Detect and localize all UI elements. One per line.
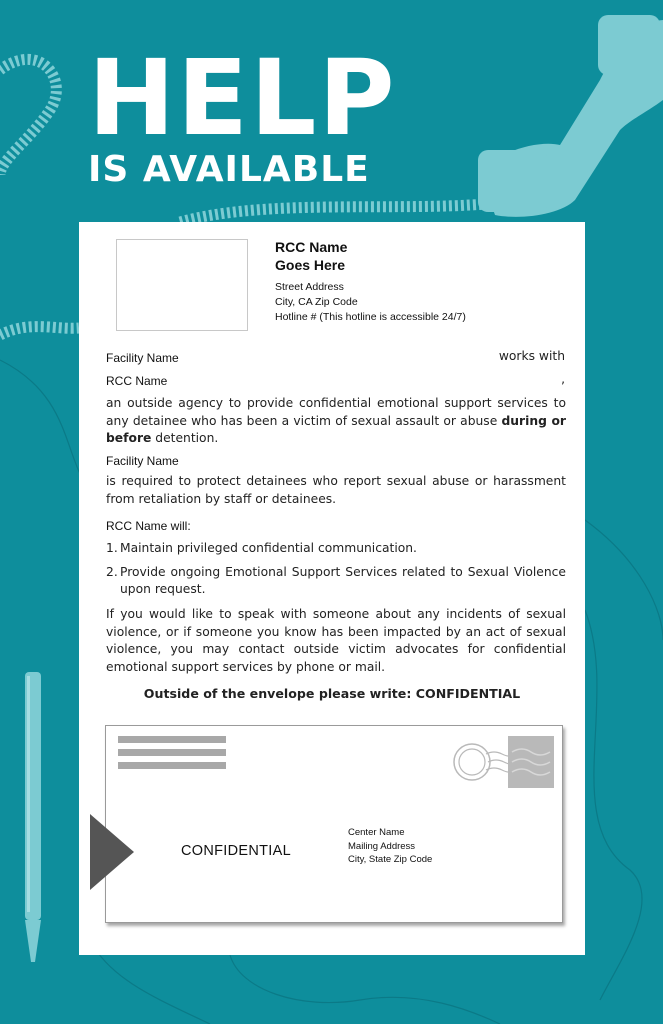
paragraph-agency-end: detention.	[151, 431, 219, 445]
phone-handset-icon	[478, 15, 663, 217]
envelope-return-line	[118, 762, 226, 769]
center-address	[275, 280, 466, 325]
arrow-marker-icon	[90, 814, 134, 890]
center-city: City, CA Zip Code	[275, 296, 358, 308]
postmark-icon	[452, 740, 512, 784]
rcc-will-label: RCC Name will:	[106, 519, 191, 533]
envelope-return-line	[118, 736, 226, 743]
list-item-number: 1.	[106, 541, 118, 555]
paragraph-agency-text: an outside agency to provide confidential emotional support services to any detainee who has been a victim of sexual assault or abuse	[106, 396, 566, 428]
works-with-text: works with	[498, 349, 565, 363]
list-item-number: 2.	[106, 564, 118, 579]
paragraph-contact: If you would like to speak with someone about any incidents of sexual violence, or if someone you know has been impacted by an act of sexual violence, you may contact outside victim advocates for confidential emotional support services by phone or mail.	[106, 607, 566, 674]
rcc-name-label: RCC Name	[106, 374, 168, 388]
envelope-illustration	[105, 725, 563, 923]
paragraph-protect: is required to protect detainees who report sexual abuse or harassment from retaliation by staff or detainees.	[106, 474, 566, 506]
center-street: Street Address	[275, 281, 344, 293]
list-item	[106, 540, 566, 558]
information-sheet	[79, 222, 585, 955]
list-item-text: Provide ongoing Emotional Support Services related to Sexual Violence upon request.	[120, 564, 566, 596]
comma-text: ,	[561, 372, 565, 386]
envelope-city-state-zip: City, State Zip Code	[348, 854, 433, 865]
stamp-icon	[508, 736, 554, 788]
facility-name-label-1: Facility Name	[106, 351, 179, 365]
list-item	[106, 564, 566, 599]
envelope-instruction: Outside of the envelope please write: CONFIDENTIAL	[143, 686, 521, 701]
paragraph-agency	[106, 395, 566, 448]
center-name-line1: RCC Name	[275, 239, 348, 255]
center-name-line2: Goes Here	[275, 257, 346, 273]
services-list	[106, 540, 566, 605]
list-item-text: Maintain privileged confidential communication.	[120, 541, 417, 555]
paragraph-agency-bold: during or before	[106, 413, 566, 445]
headline-help: HELP	[88, 37, 397, 159]
center-hotline: Hotline # (This hotline is accessible 24/7)	[275, 311, 466, 323]
envelope-return-line	[118, 749, 226, 756]
facility-name-label-2: Facility Name	[106, 454, 179, 468]
headline	[88, 37, 397, 190]
pen-icon	[25, 672, 41, 962]
headline-is-available: IS AVAILABLE	[88, 149, 370, 190]
center-name	[275, 238, 347, 274]
envelope-mailing-address: Mailing Address	[348, 840, 416, 852]
envelope-center-name: Center Name	[348, 827, 405, 838]
envelope-address	[348, 826, 432, 867]
envelope-confidential: CONFIDENTIAL	[181, 843, 291, 859]
logo-placeholder	[116, 239, 248, 331]
